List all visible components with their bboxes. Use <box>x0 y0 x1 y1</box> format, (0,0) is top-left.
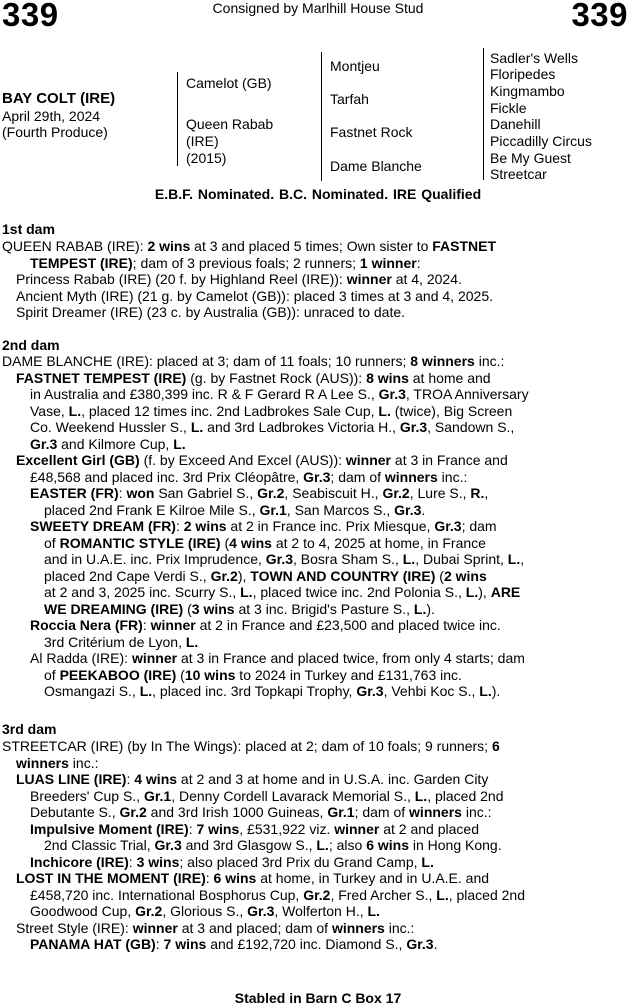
third-dam-line: £458,720 inc. International Bosphorus Cup, Gr.2, Fred Archer S., L., placed 2nd <box>30 886 526 903</box>
third-dam-line: STREETCAR (IRE) (by In The Wings): placed at 2; dam of 10 foals; 9 runners; 6 <box>2 738 500 754</box>
pedigree-gen3-2: Floripedes <box>490 66 556 82</box>
second-dam-line: £48,568 and placed inc. 3rd Prix Cléopâtre, Gr.3; dam of winners inc.: <box>30 468 468 485</box>
pedigree-gen3-4: Fickle <box>490 100 527 116</box>
third-dam-line: 2nd Classic Trial, Gr.3 and 3rd Glasgow S., L.; also 6 wins in Hong Kong. <box>44 837 502 853</box>
pedigree-gen3-5: Danehill <box>490 116 541 132</box>
pedigree-sire-sire: Montjeu <box>330 58 380 74</box>
third-dam-line: LUAS LINE (IRE): 4 wins at 2 and 3 at home and in U.S.A. inc. Garden City <box>16 771 489 787</box>
pedigree-dam-year: (2015) <box>186 150 227 166</box>
pedigree-bracket-2 <box>321 52 322 181</box>
second-dam-line: DAME BLANCHE (IRE): placed at 3; dam of 11 foals; 10 runners; 8 winners inc.: <box>2 353 505 369</box>
second-dam-line: Osmangazi S., L., placed inc. 3rd Topkapi Trophy, Gr.3, Vehbi Koc S., L.). <box>44 683 501 699</box>
third-dam-line: Inchicore (IRE): 3 wins; also placed 3rd Prix du Grand Camp, L. <box>30 853 434 870</box>
lot-number-left: 339 <box>2 0 59 33</box>
first-dam-line: Ancient Myth (IRE) (21 g. by Camelot (GB)): placed 3 times at 3 and 4, 2025. <box>16 287 493 304</box>
horse-dob: April 29th, 2024 <box>2 108 101 124</box>
second-dam-line: FASTNET TEMPEST (IRE) (g. by Fastnet Rock (AUS)): 8 wins at home and <box>16 369 491 386</box>
pedigree-gen3-6: Piccadilly Circus <box>490 133 592 149</box>
pedigree-sire: Camelot (GB) <box>186 75 272 91</box>
third-dam-line: Breeders' Cup S., Gr.1, Denny Cordell Lavarack Memorial S., L., placed 2nd <box>30 787 504 804</box>
second-dam-line: Vase, L., placed 12 times inc. 2nd Ladbrokes Sale Cup, L. (twice), Big Screen <box>30 402 513 419</box>
third-dam-line: PANAMA HAT (GB): 7 wins and £192,720 inc. Diamond S., Gr.3. <box>30 936 438 952</box>
pedigree-dam-dam: Dame Blanche <box>330 158 422 174</box>
second-dam-line: at 2 and 3, 2025 inc. Scurry S., L., placed twice inc. 2nd Polonia S., L.), ARE <box>44 584 521 600</box>
horse-produce: (Fourth Produce) <box>2 124 108 140</box>
second-dam-line: in Australia and £380,399 inc. R & F Gerard R A Lee S., Gr.3, TROA Anniversary <box>30 386 529 402</box>
second-dam-line: 3rd Critérium de Lyon, L. <box>44 633 199 650</box>
second-dam-line: and in U.A.E. inc. Prix Imprudence, Gr.3, Bosra Sham S., L., Dubai Sprint, L., <box>44 551 525 567</box>
pedigree-bracket-3 <box>483 48 484 180</box>
nominations: E.B.F. Nominated. B.C. Nominated. IRE Qualified <box>154 186 482 202</box>
third-dam-line: Impulsive Moment (IRE): 7 wins, £531,922 viz. winner at 2 and placed <box>30 820 479 837</box>
second-dam-line: WE DREAMING (IRE) (3 wins at 3 inc. Brigid's Pasture S., L.). <box>44 600 435 617</box>
pedigree-dam: Queen Rabab <box>186 116 274 132</box>
second-dam-line: SWEETY DREAM (FR): 2 wins at 2 in France inc. Prix Miesque, Gr.3; dam <box>30 518 497 534</box>
second-dam-line: EASTER (FR): won San Gabriel S., Gr.2, Seabiscuit H., Gr.2, Lure S., R., <box>30 485 489 501</box>
second-dam-line: Co. Weekend Hussler S., L. and 3rd Ladbrokes Victoria H., Gr.3, Sandown S., <box>30 419 515 435</box>
second-dam-line: Al Radda (IRE): winner at 3 in France and placed twice, from only 4 starts; dam <box>30 650 525 666</box>
third-dam-heading: 3rd dam <box>2 721 57 737</box>
second-dam-line: placed 2nd Cape Verdi S., Gr.2), TOWN AND COUNTRY (IRE) (2 wins <box>44 567 487 584</box>
second-dam-line: placed 2nd Frank E Kilroe Mile S., Gr.1, San Marcos S., Gr.3. <box>44 501 426 518</box>
second-dam-line: Excellent Girl (GB) (f. by Exceed And Excel (AUS)): winner at 3 in France and <box>16 452 508 468</box>
third-dam-line: Goodwood Cup, Gr.2, Glorious S., Gr.3, Wolferton H., L. <box>30 903 380 919</box>
horse-name: BAY COLT (IRE) <box>2 90 116 107</box>
stabling-info: Stabled in Barn C Box 17 <box>234 990 402 1006</box>
pedigree-gen3-7: Be My Guest <box>490 150 571 166</box>
first-dam-line: Spirit Dreamer (IRE) (23 c. by Australia (GB)): unraced to date. <box>16 304 406 320</box>
third-dam-line: LOST IN THE MOMENT (IRE): 6 wins at home, in Turkey and in U.A.E. and <box>16 870 490 886</box>
pedigree-dam-country: (IRE) <box>186 133 219 149</box>
second-dam-line: of PEEKABOO (IRE) (10 wins to 2024 in Turkey and £131,763 inc. <box>44 666 462 683</box>
pedigree-dam-sire: Fastnet Rock <box>330 124 413 140</box>
third-dam-line: Debutante S., Gr.2 and 3rd Irish 1000 Guineas, Gr.1; dam of winners inc.: <box>30 804 492 820</box>
first-dam-line: TEMPEST (IRE); dam of 3 previous foals; 2 runners; 1 winner: <box>30 254 421 271</box>
pedigree-bracket-1 <box>177 72 178 166</box>
first-dam-line: Princess Rabab (IRE) (20 f. by Highland Reel (IRE)): winner at 4, 2024. <box>16 271 462 287</box>
second-dam-line: of ROMANTIC STYLE (IRE) (4 wins at 2 to 4, 2025 at home, in France <box>44 534 486 551</box>
consignor: Consigned by Marlhill House Stud <box>212 0 424 16</box>
pedigree-sire-dam: Tarfah <box>330 91 369 107</box>
second-dam-line: Roccia Nera (FR): winner at 2 in France and £23,500 and placed twice inc. <box>30 617 501 633</box>
first-dam-line: QUEEN RABAB (IRE): 2 wins at 3 and placed 5 times; Own sister to FASTNET <box>2 238 497 254</box>
third-dam-line: Street Style (IRE): winner at 3 and placed; dam of winners inc.: <box>16 919 415 936</box>
third-dam-line: winners inc.: <box>16 754 99 771</box>
second-dam-line: Gr.3 and Kilmore Cup, L. <box>30 435 186 452</box>
pedigree-gen3-8: Streetcar <box>490 166 547 182</box>
second-dam-heading: 2nd dam <box>2 337 60 353</box>
lot-number-right: 339 <box>571 0 628 33</box>
pedigree-gen3-3: Kingmambo <box>490 83 565 99</box>
pedigree-gen3-1: Sadler's Wells <box>490 50 578 66</box>
first-dam-heading: 1st dam <box>2 221 55 237</box>
